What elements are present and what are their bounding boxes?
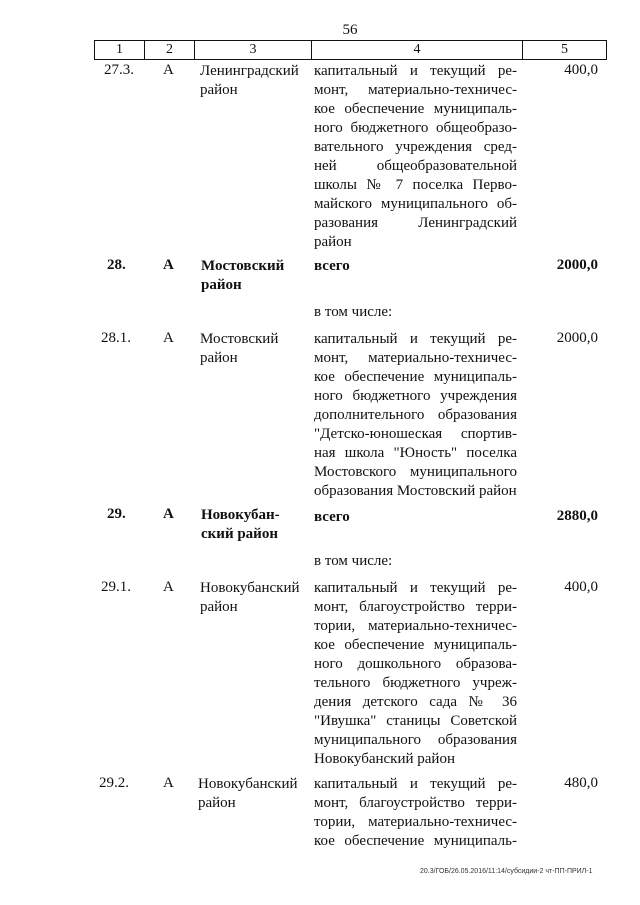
document-footer-code: 20.3/ГОБ/26.05.2016/11:14/субсидии-2 чт-ПП-ПРИЛ-1 [420,868,593,875]
row-description: капитальный и текущий ре- монт, материально-техничес- кое обеспечение муниципаль- ного бюджетного общеобразо- вательного учреждения сред- ней общеобразовательной школы № 7 поселка Перво- майского муниципального об- разования Ленинградский район [314,63,517,250]
row-amount: 2000,0 [556,330,598,346]
row-code: А [163,257,174,273]
row-amount: 2000,0 [556,257,598,273]
page-number: 56 [342,22,358,38]
row-code: А [163,506,174,522]
subtotal-label: в том числе: [314,553,393,569]
row-description: капитальный и текущий ре- монт, благоустройство терри- тории, материально-техничес- кое обеспечение муниципаль- [314,776,517,849]
row-description: всего [314,258,350,274]
row-amount: 480,0 [564,775,598,791]
row-description: всего [314,509,350,525]
row-code: А [163,330,174,346]
row-number: 28.1. [101,330,131,346]
row-region: Новокубанский район [200,580,300,615]
row-region: Ленинградский район [200,63,299,98]
row-region: Новокубан- ский район [201,507,280,542]
header-col-2: 2 [144,40,195,60]
header-col-4: 4 [311,40,523,60]
row-number: 29.1. [101,579,131,595]
row-number: 29. [107,506,126,522]
row-code: А [163,775,174,791]
row-number: 27.3. [104,62,134,78]
row-amount: 2880,0 [556,508,598,524]
subtotal-label: в том числе: [314,304,393,320]
row-code: А [163,62,174,78]
row-region: Новокубанский район [198,776,298,811]
row-amount: 400,0 [564,62,598,78]
row-region: Мостовский район [201,258,285,293]
header-col-1: 1 [94,40,145,60]
row-number: 29.2. [99,775,129,791]
row-number: 28. [107,257,126,273]
row-description: капитальный и текущий ре- монт, благоустройство терри- тории, материально-техничес- кое обеспечение муниципаль- ного дошкольного образова- тельного бюджетного учреж- дения детского сада № 36 "Ивушка" станицы Советской муниципального образования Новокубанский район [314,580,517,767]
header-col-5: 5 [522,40,607,60]
row-region: Мостовский район [200,331,279,366]
row-description: капитальный и текущий ре- монт, материально-техничес- кое обеспечение муниципаль- ного бюджетного учреждения дополнительного образования "Детско-юношеская спортив- ная школа "Юность" поселка Мостовского муниципального образования Мостовский район [314,331,517,499]
row-code: А [163,579,174,595]
header-col-3: 3 [194,40,312,60]
row-amount: 400,0 [564,579,598,595]
